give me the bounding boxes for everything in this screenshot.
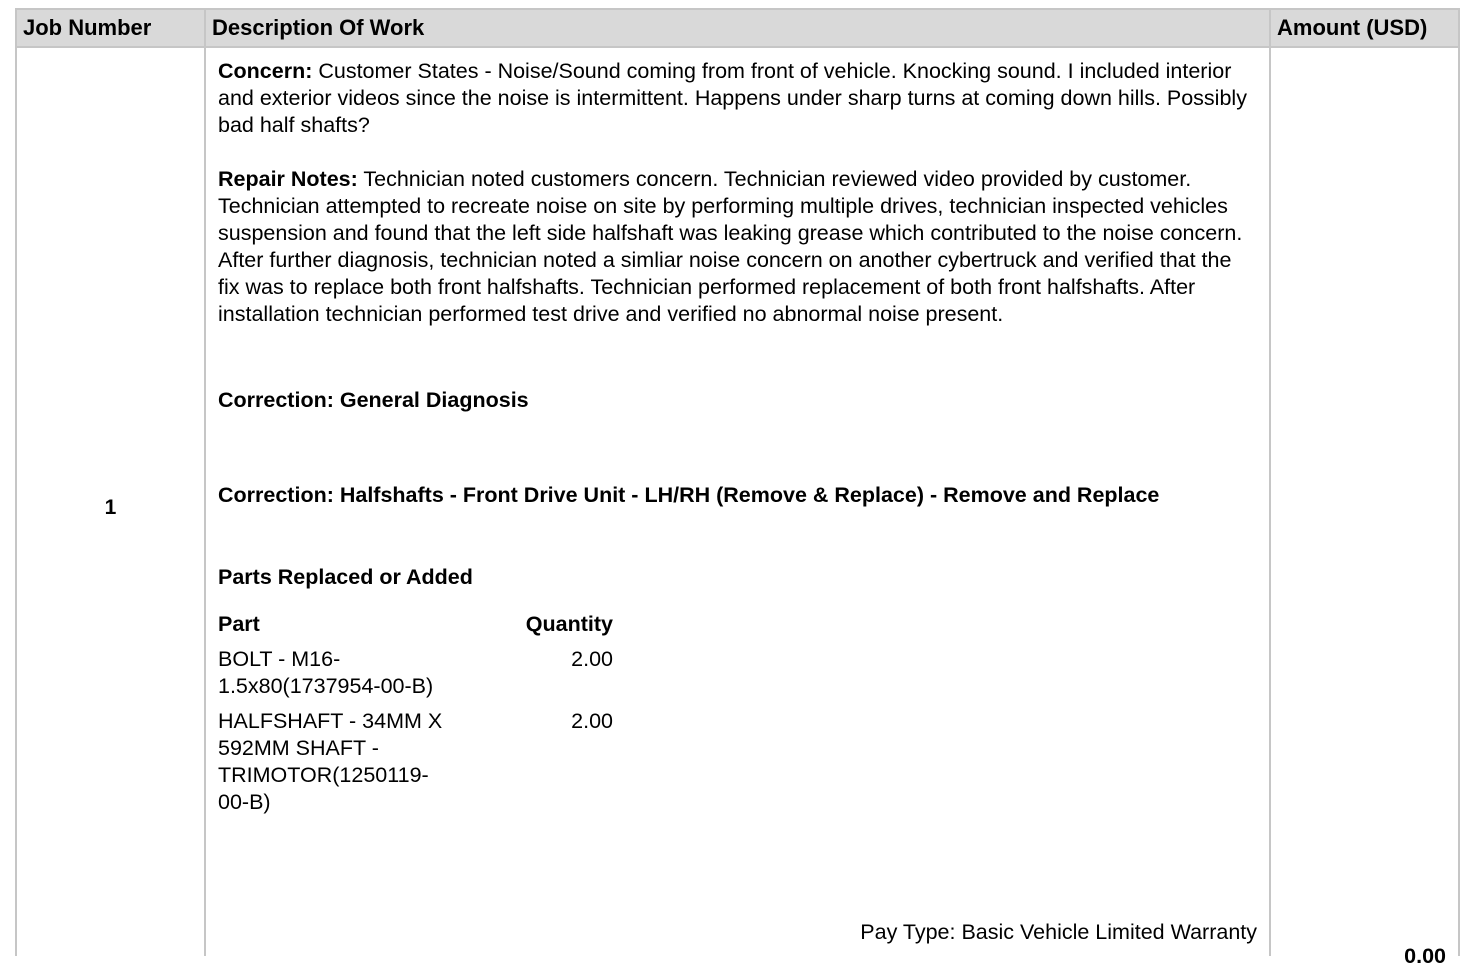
correction-halfshafts: Correction: Halfshafts - Front Drive Unit - LH/RH (Remove & Replace) - Remove and Replace (218, 483, 1160, 507)
part-row (218, 708, 613, 824)
work-order-table (15, 8, 1460, 968)
header-amount: Amount (USD) (1270, 9, 1459, 47)
parts-table (218, 611, 613, 824)
concern-label: Concern: (218, 59, 313, 83)
repair-notes-text: Technician noted customers concern. Technician reviewed video provided by customer. Technician attempted to recreate noise on site by performing multiple drives, technician inspected vehicles suspension and found that the left side halfshaft was leaking grease which contributed to the noise concern. After further diagnosis, technician noted a simliar noise concern on another cybertruck and verified that the fix was to replace both front halfshafts. Technician performed replacement of both front halfshafts. After installation technician performed test drive and verified no abnormal noise present. (218, 167, 1243, 326)
job-number-cell (16, 47, 205, 956)
header-job-number: Job Number (16, 9, 205, 47)
table-row (16, 47, 1459, 956)
parts-header-part: Part (218, 612, 260, 636)
part-name: HALFSHAFT - 34MM X 592MM SHAFT - TRIMOTOR(1250119-00-B) (218, 709, 443, 814)
part-name: BOLT - M16-1.5x80(1737954-00-B) (218, 647, 434, 698)
amount-value: 0.00 (1404, 944, 1446, 968)
repair-notes-paragraph (218, 166, 1257, 328)
table-header-row (16, 9, 1459, 47)
correction-general-diagnosis: Correction: General Diagnosis (218, 388, 529, 412)
part-quantity: 2.00 (571, 709, 613, 733)
pay-type: Pay Type: Basic Vehicle Limited Warranty (860, 920, 1257, 944)
header-description: Description Of Work (205, 9, 1270, 47)
concern-paragraph (218, 58, 1257, 139)
repair-notes-label: Repair Notes: (218, 167, 358, 191)
amount-cell (1270, 47, 1459, 968)
parts-header-quantity: Quantity (525, 612, 613, 636)
parts-title: Parts Replaced or Added (218, 565, 473, 589)
job-number: 1 (104, 496, 117, 519)
description-cell (205, 47, 1270, 956)
part-row (218, 646, 613, 708)
concern-text: Customer States - Noise/Sound coming from front of vehicle. Knocking sound. I included interior and exterior videos since the noise is intermittent. Happens under sharp turns at coming down hills. Possibly bad half shafts? (218, 59, 1247, 137)
part-quantity: 2.00 (571, 647, 613, 671)
